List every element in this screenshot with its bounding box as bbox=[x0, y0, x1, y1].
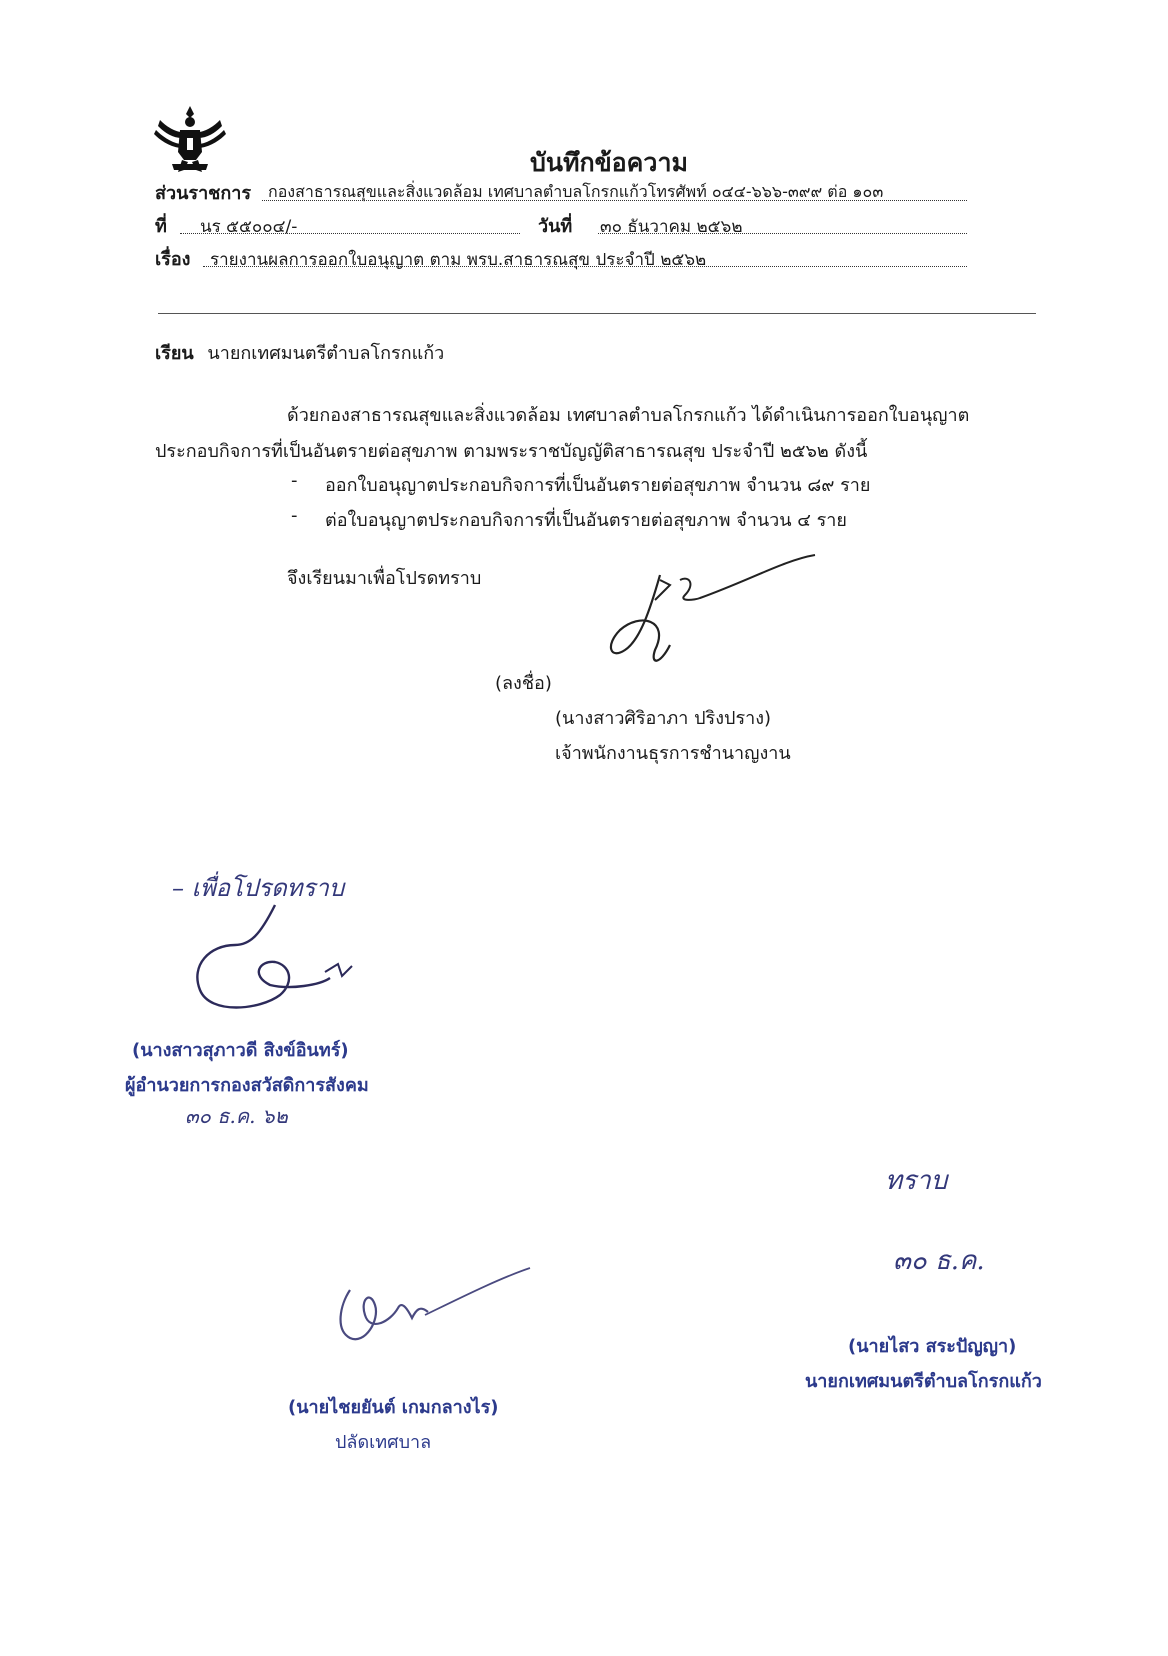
body-paragraph-line-2: ประกอบกิจการที่เป็นอันตรายต่อสุขภาพ ตามพระราชบัญญัติสาธารณสุข ประจำปี ๒๕๖๒ ดังนี้ bbox=[155, 441, 868, 462]
document-title: บันทึกข้อความ bbox=[530, 148, 688, 177]
ref-value: นร ๕๕๐๐๔/- bbox=[200, 217, 298, 237]
bullet-dash: - bbox=[291, 505, 298, 526]
date-value: ๓๐ ธันวาคม ๒๕๖๒ bbox=[600, 217, 743, 237]
clerk-position: ปลัดเทศบาล bbox=[335, 1432, 432, 1453]
subject-label: เรื่อง bbox=[155, 249, 191, 270]
subject-value: รายงานผลการออกใบอนุญาต ตาม พรบ.สาธารณสุข ประจำปี ๒๕๖๒ bbox=[210, 250, 707, 270]
agency-label: ส่วนราชการ bbox=[155, 183, 252, 204]
closing-line: จึงเรียนมาเพื่อโปรดทราบ bbox=[287, 568, 482, 589]
body-paragraph-line-1: ด้วยกองสาธารณสุขและสิ่งแวดล้อม เทศบาลตำบลโกรกแก้ว ได้ดำเนินการออกใบอนุญาต bbox=[287, 405, 970, 426]
director-date: ๓๐ ธ.ค. ๖๒ bbox=[185, 1104, 288, 1128]
director-signature bbox=[180, 890, 370, 1020]
director-name: (นางสาวสุภาวดี สิงข์อินทร์) bbox=[132, 1040, 349, 1061]
salutation-label: เรียน bbox=[155, 343, 194, 364]
date-label: วันที่ bbox=[538, 216, 573, 237]
director-note: – เพื่อโปรดทราบ bbox=[172, 874, 345, 902]
agency-value: กองสาธารณสุขและสิ่งแวดล้อม เทศบาลตำบลโกรกแก้วโทรศัพท์ ๐๔๔-๖๖๖-๓๙๙ ต่อ ๑๐๓ bbox=[268, 182, 884, 201]
ref-label: ที่ bbox=[155, 216, 167, 237]
signatory-name: (นางสาวศิริอาภา ปริงปราง) bbox=[555, 708, 772, 729]
sign-label: (ลงชื่อ) bbox=[495, 673, 552, 694]
header-divider bbox=[158, 313, 1036, 314]
salutation-value: นายกเทศมนตรีตำบลโกรกแก้ว bbox=[207, 343, 445, 364]
garuda-emblem bbox=[150, 100, 230, 180]
clerk-signature bbox=[320, 1260, 540, 1360]
salutation bbox=[155, 338, 444, 367]
mayor-date: ๓๐ ธ.ค. bbox=[893, 1246, 985, 1276]
clerk-name: (นายไชยยันต์ เกมกลางไร) bbox=[288, 1397, 499, 1418]
director-position: ผู้อำนวยการกองสวัสดิการสังคม bbox=[125, 1075, 369, 1096]
mayor-position: นายกเทศมนตรีตำบลโกรกแก้ว bbox=[805, 1371, 1042, 1392]
bullet-item: ต่อใบอนุญาตประกอบกิจการที่เป็นอันตรายต่อสุขภาพ จำนวน ๔ ราย bbox=[325, 510, 847, 531]
signatory-position: เจ้าพนักงานธุรการชำนาญงาน bbox=[555, 743, 791, 764]
mayor-note: ทราบ bbox=[885, 1166, 948, 1196]
mayor-name: (นายไสว สระปัญญา) bbox=[848, 1336, 1017, 1357]
bullet-dash: - bbox=[291, 470, 298, 491]
bullet-item: ออกใบอนุญาตประกอบกิจการที่เป็นอันตรายต่อสุขภาพ จำนวน ๘๙ ราย bbox=[325, 475, 871, 496]
signature-1 bbox=[600, 550, 830, 690]
